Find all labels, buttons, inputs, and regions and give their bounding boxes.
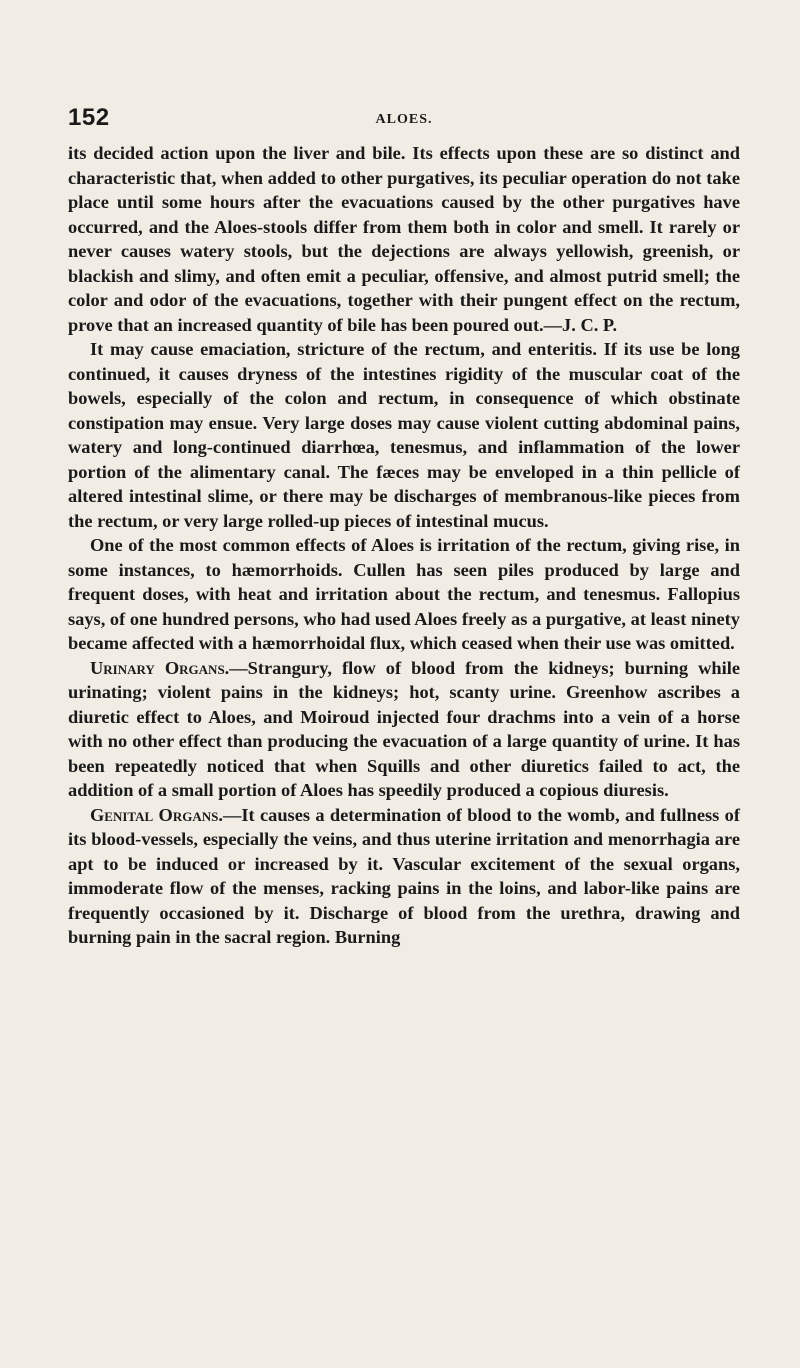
running-head: ALOES.	[375, 112, 433, 127]
paragraph-text: its decided action upon the liver and bile. Its effects upon these are so distinct and characteristic that, when added to other purgatives, its peculiar operation do not take place until some hours after the evacuations caused by the other purgatives have occurred, and the Aloes-stools differ from them both in color and smell. It rarely or never causes watery stools, but the dejections are always yellowish, greenish, or blackish and slimy, and often emit a peculiar, offensive, and almost putrid smell; the color and odor of the evacuations, together with their pungent effect on the rectum, prove that an increased quantity of bile has been poured out.—J. C. P.	[68, 143, 740, 335]
paragraph-text: —It causes a determination of blood to the womb, and fullness of its blood-vessels, especially the veins, and thus uterine irritation and menorrhagia are apt to be induced or increased by it. Vascular excitement of the sexual organs, immoderate flow of the menses, racking pains in the loins, and labor-like pains are frequently occasioned by it. Discharge of blood from the urethra, drawing and burning pain in the sacral region. Burning	[68, 804, 740, 947]
body-text	[68, 141, 740, 950]
paragraph-urinary-organs	[68, 656, 740, 803]
paragraph-bile-effects	[68, 141, 740, 337]
section-heading: Genital Organs.	[90, 804, 223, 825]
paragraph-text: One of the most common effects of Aloes is irritation of the rectum, giving rise, in some instances, to hæmorrhoids. Cullen has seen piles produced by large and frequent doses, with heat and irritation about the rectum, and tenesmus. Fallopius says, of one hundred persons, who had used Aloes freely as a purgative, at least ninety became affected with a hæmorrhoidal flux, which ceased when their use was omitted.	[68, 535, 740, 653]
paragraph-text: —Strangury, flow of blood from the kidneys; burning while urinating; violent pains in the kidneys; hot, scanty urine. Greenhow ascribes a diuretic effect to Aloes, and Moiroud injected four drachms into a vein of a horse with no other effect than producing the evacuation of a large quantity of urine. It has been repeatedly noticed that when Squills and other diuretics failed to act, the addition of a small portion of Aloes has speedily produced a copious diuresis.	[68, 657, 740, 800]
section-heading: Urinary Organs.	[90, 657, 230, 678]
paragraph-rectum-irritation	[68, 533, 740, 656]
page-number: 152	[68, 104, 110, 131]
paragraph-text: It may cause emaciation, stricture of the rectum, and enteritis. If its use be long continued, it causes dryness of the intestines rigidity of the muscular coat of the bowels, especially of the colon and rectum, in consequence of which obstinate constipation may ensue. Very large doses may cause violent cutting abdominal pains, watery and long-continued diarrhœa, tenesmus, and inflammation of the lower portion of the alimentary canal. The fæces may be enveloped in a thin pellicle of altered intestinal slime, or there may be discharges of membranous-like pieces from the rectum, or very large rolled-up pieces of intestinal mucus.	[68, 339, 740, 531]
paragraph-genital-organs	[68, 803, 740, 950]
page-header	[68, 104, 740, 134]
paragraph-emaciation	[68, 337, 740, 533]
